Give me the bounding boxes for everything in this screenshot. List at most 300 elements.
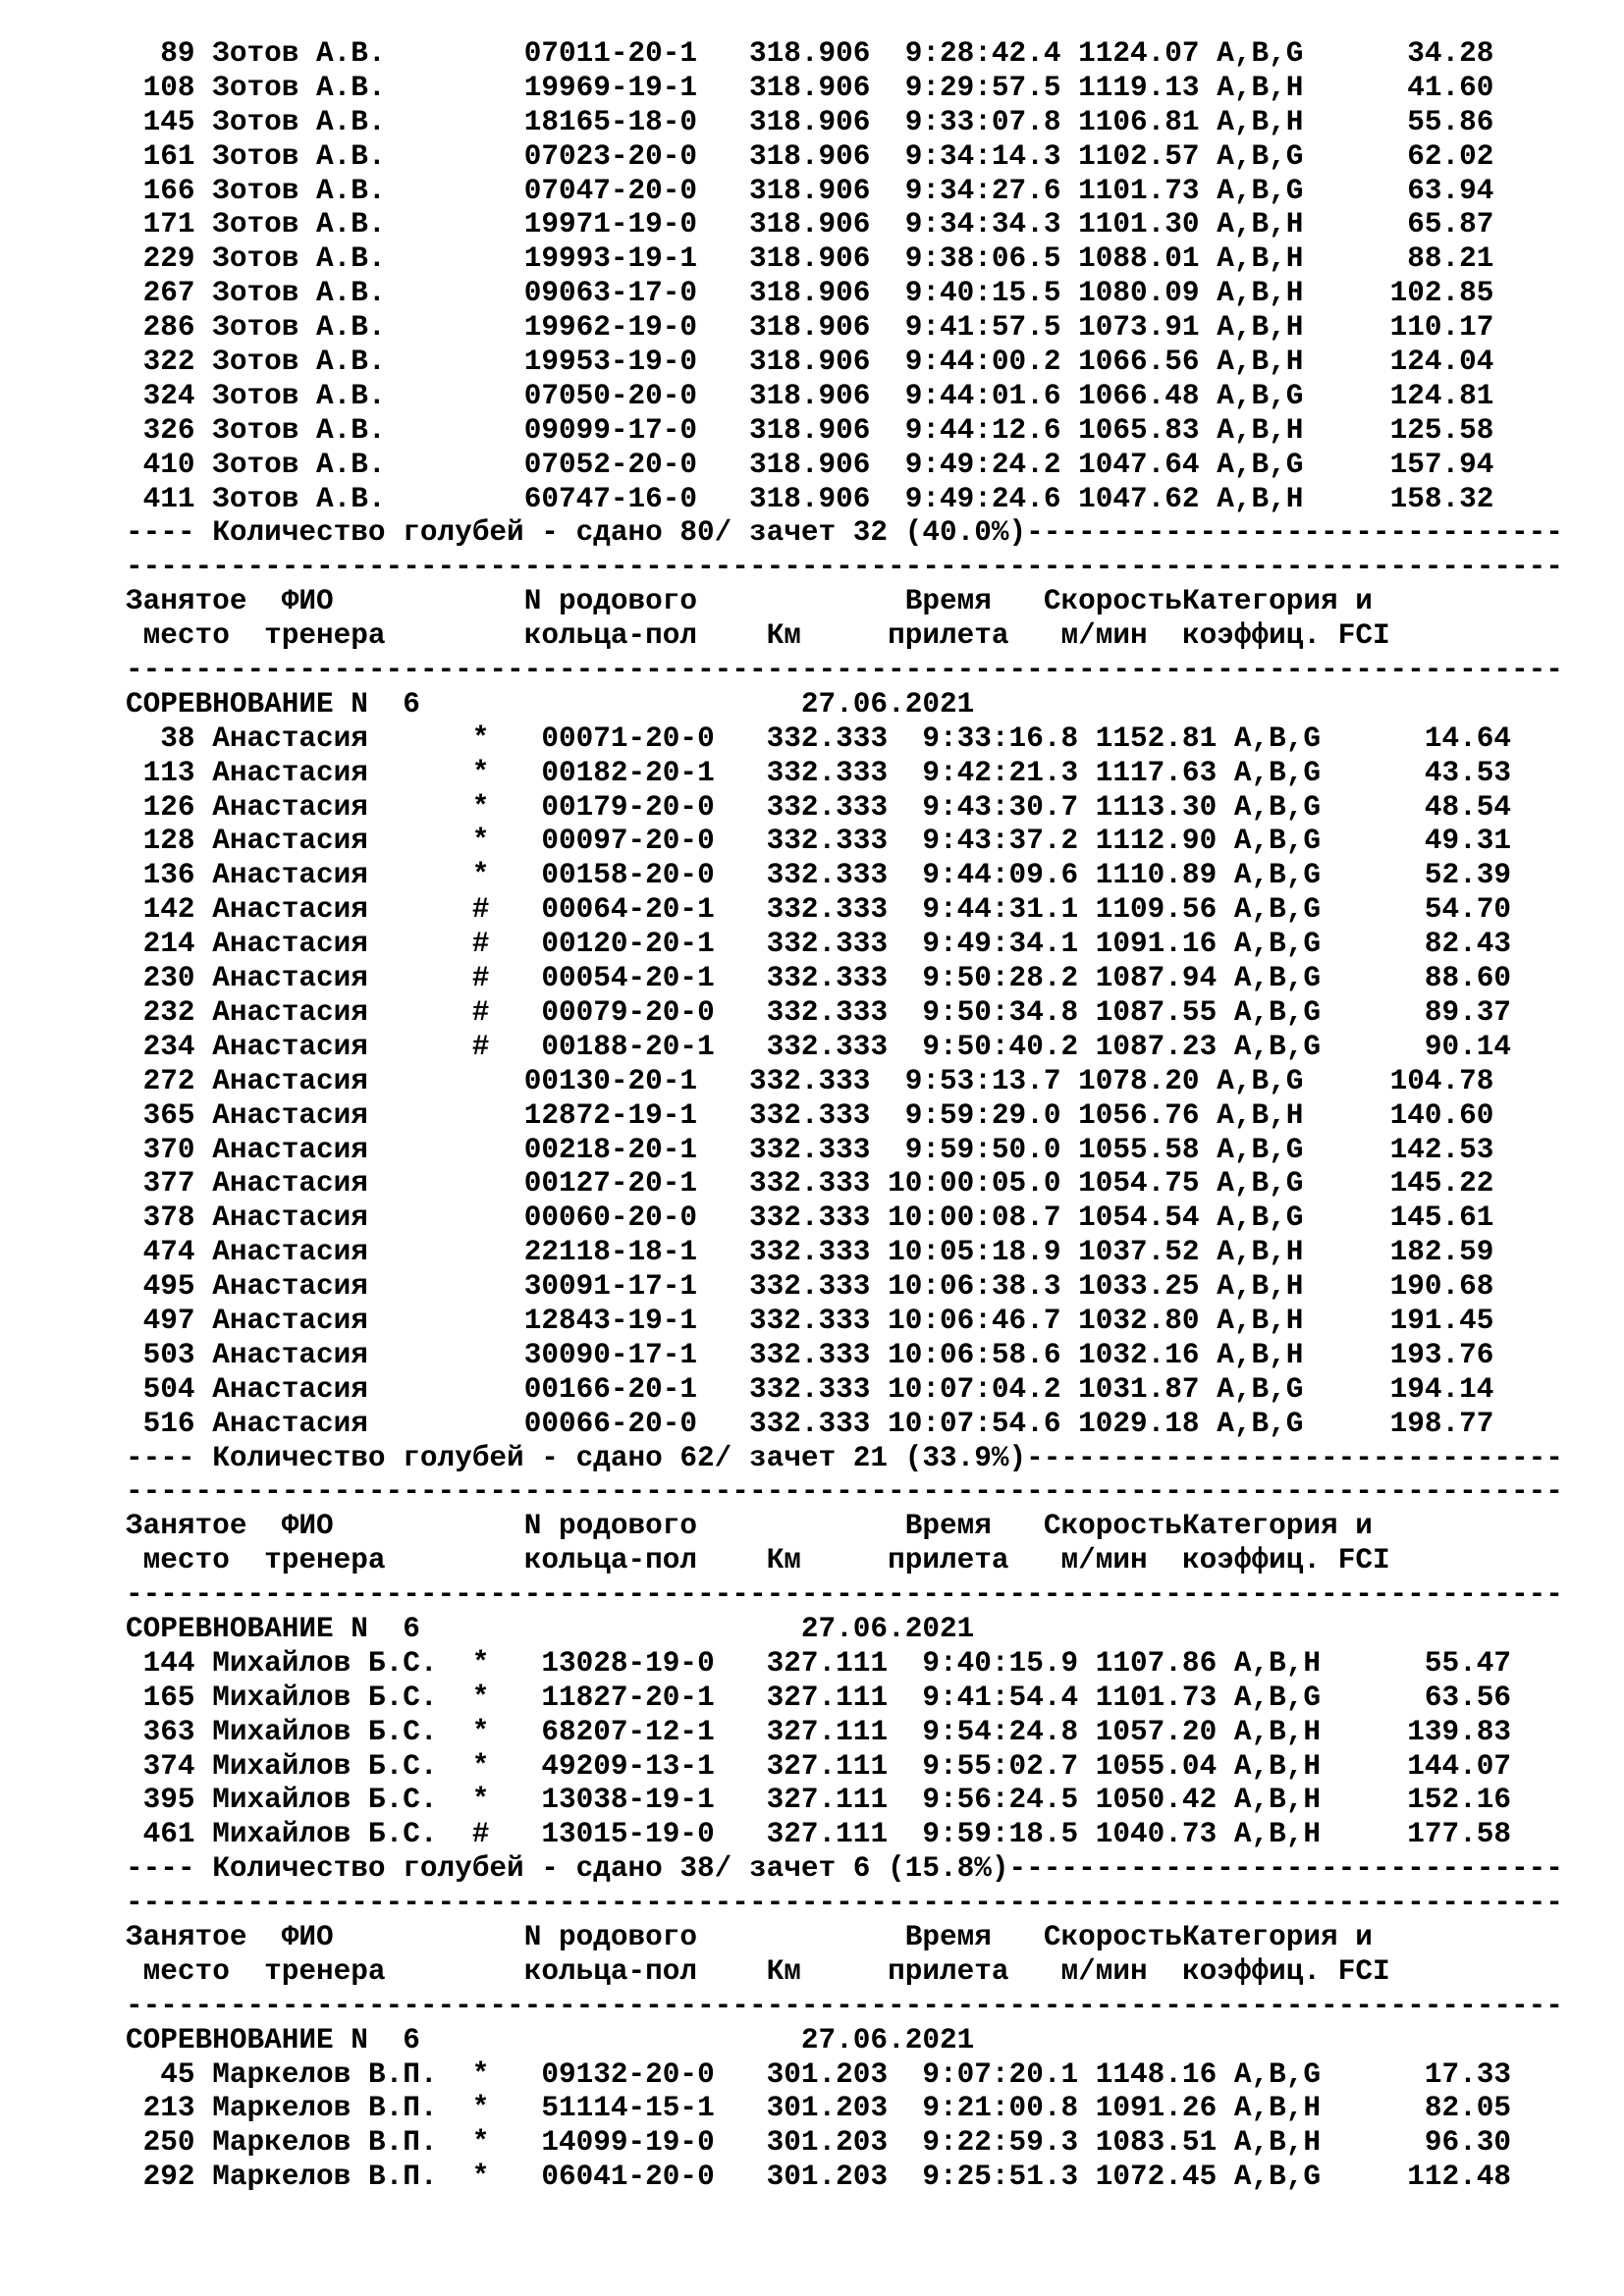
row-rank: 363: [126, 1715, 195, 1748]
result-row: [126, 962, 1563, 996]
column-header-line-1: [126, 1921, 1563, 1955]
row-category: A,B,H: [1233, 1646, 1322, 1680]
row-mark: *: [471, 859, 490, 892]
row-category: A,B,G: [1217, 448, 1304, 481]
row-fci: 54.70: [1321, 893, 1512, 927]
row-km: 318.906: [748, 448, 871, 481]
row-category: A,B,G: [1217, 379, 1304, 412]
row-time: 9:44:00.2: [888, 346, 1061, 379]
row-speed: 1102.57: [1078, 139, 1200, 173]
row-mark: *: [471, 756, 490, 789]
row-fci: 139.83: [1321, 1715, 1512, 1748]
summary-text: Количество голубей - сдано 80/ зачет 32 (40.0%): [212, 516, 1027, 550]
row-category: A,B,G: [1217, 174, 1304, 207]
header-speed: Скорость: [1043, 1920, 1182, 1953]
row-speed: 1117.63: [1095, 756, 1218, 789]
row-rank: 166: [126, 174, 195, 207]
header-speed: Скорость: [1043, 585, 1182, 618]
row-speed: 1110.89: [1095, 859, 1218, 892]
header-ring: N родового: [523, 585, 698, 618]
header-category: Категория и: [1181, 1920, 1373, 1953]
row-speed: 1032.16: [1078, 1338, 1200, 1371]
row-time: 9:59:18.5: [904, 1818, 1079, 1851]
column-header-line-1: [126, 585, 1563, 619]
row-category: A,B,G: [1233, 859, 1322, 892]
competition-header: [126, 2024, 1563, 2058]
row-time: 9:43:30.7: [904, 790, 1079, 824]
row-category: A,B,G: [1233, 928, 1322, 961]
column-header-line-2: [126, 1544, 1563, 1578]
row-trainer: Анастасия: [212, 893, 472, 927]
row-category: A,B,G: [1217, 1133, 1304, 1166]
row-fci: 62.02: [1303, 139, 1494, 173]
row-km: 327.111: [766, 1818, 889, 1851]
row-fci: 55.86: [1303, 105, 1494, 138]
header-speed: Скорость: [1043, 1510, 1182, 1543]
row-ring: 13028-19-0: [541, 1646, 715, 1680]
row-category: A,B,G: [1217, 139, 1304, 173]
header-rank: Занятое: [126, 1510, 247, 1543]
row-trainer: Михайлов Б.С.: [212, 1646, 472, 1680]
row-rank: 461: [126, 1818, 195, 1851]
competition-number: 6: [403, 2023, 420, 2056]
summary-dashes: --------------------------------: [1008, 1852, 1563, 1886]
row-category: A,B,G: [1233, 2057, 1322, 2091]
row-fci: 191.45: [1303, 1304, 1494, 1337]
result-row: [126, 2058, 1563, 2093]
row-fci: 102.85: [1303, 277, 1494, 310]
row-time: 9:33:07.8: [888, 105, 1061, 138]
row-km: 301.203: [766, 2161, 889, 2194]
row-speed: 1091.26: [1095, 2092, 1218, 2125]
row-rank: 326: [126, 413, 195, 447]
header-ring-2: кольца-пол: [523, 1954, 698, 1988]
row-km: 332.333: [748, 1338, 871, 1371]
result-row: [126, 1682, 1563, 1716]
row-km: 332.333: [766, 721, 889, 755]
row-fci: 52.39: [1321, 859, 1512, 892]
row-fci: 89.37: [1321, 995, 1512, 1029]
row-fci: 145.61: [1303, 1201, 1494, 1235]
header-ring: N родового: [523, 1510, 698, 1543]
row-time: 9:41:57.5: [888, 311, 1061, 345]
row-fci: 182.59: [1303, 1236, 1494, 1269]
row-rank: 474: [126, 1236, 195, 1269]
result-row: [126, 1716, 1563, 1750]
row-trainer: Анастасия: [212, 1304, 472, 1337]
row-category: A,B,H: [1217, 1098, 1304, 1132]
row-trainer: Михайлов Б.С.: [212, 1715, 472, 1748]
row-rank: 497: [126, 1304, 195, 1337]
row-rank: 286: [126, 311, 195, 345]
result-row: [126, 757, 1563, 791]
row-km: 301.203: [766, 2057, 889, 2091]
row-km: 332.333: [766, 790, 889, 824]
row-fci: 193.76: [1303, 1338, 1494, 1371]
row-ring: 09063-17-0: [523, 277, 698, 310]
row-ring: 09132-20-0: [541, 2057, 715, 2091]
row-fci: 17.33: [1321, 2057, 1512, 2091]
row-speed: 1065.83: [1078, 413, 1200, 447]
row-trainer: Анастасия: [212, 928, 472, 961]
row-ring: 00120-20-1: [541, 928, 715, 961]
result-row: [126, 277, 1563, 311]
result-row: [126, 380, 1563, 414]
row-category: A,B,H: [1217, 346, 1304, 379]
row-fci: 158.32: [1303, 482, 1494, 515]
row-fci: 144.07: [1321, 1749, 1512, 1783]
row-ring: 18165-18-0: [523, 105, 698, 138]
row-category: A,B,H: [1217, 482, 1304, 515]
row-category: A,B,G: [1233, 790, 1322, 824]
result-row: [126, 996, 1563, 1031]
row-mark: #: [471, 928, 490, 961]
row-km: 318.906: [748, 105, 871, 138]
row-ring: 30091-17-1: [523, 1270, 698, 1304]
header-category-2: коэффиц.: [1181, 1954, 1322, 1988]
row-rank: 128: [126, 825, 195, 858]
row-time: 10:05:18.9: [888, 1236, 1061, 1269]
header-speed-2: м/мин: [1060, 1954, 1148, 1988]
header-time: Время: [904, 1510, 992, 1543]
header-time: Время: [904, 1920, 992, 1953]
row-category: A,B,H: [1233, 2092, 1322, 2125]
row-trainer: Анастасия: [212, 756, 472, 789]
row-ring: 00064-20-1: [541, 893, 715, 927]
row-ring: 00097-20-0: [541, 825, 715, 858]
row-km: 318.906: [748, 346, 871, 379]
result-row: [126, 825, 1563, 859]
header-speed-2: м/мин: [1060, 619, 1148, 653]
row-fci: 140.60: [1303, 1098, 1494, 1132]
row-time: 9:44:01.6: [888, 379, 1061, 412]
row-km: 318.906: [748, 311, 871, 345]
row-speed: 1087.55: [1095, 995, 1218, 1029]
header-category-2: коэффиц.: [1181, 1544, 1322, 1577]
divider-dashes: -----------------------------------------------------------------------------------: [126, 1887, 1563, 1920]
row-fci: 177.58: [1321, 1818, 1512, 1851]
result-row: [126, 2126, 1563, 2161]
row-rank: 365: [126, 1098, 195, 1132]
summary-line: ---- Количество голубей - сдано 62/ зачет 21 (33.9%)-------------------------------: [126, 1441, 1563, 1474]
competition-number: 6: [403, 687, 420, 721]
header-ring-2: кольца-пол: [523, 1544, 698, 1577]
row-rank: 411: [126, 482, 195, 515]
row-rank: 38: [126, 721, 195, 755]
row-category: A,B,H: [1217, 71, 1304, 104]
result-row: [126, 483, 1563, 517]
result-row: [126, 893, 1563, 928]
row-time: 9:21:00.8: [904, 2092, 1079, 2125]
result-row: [126, 1305, 1563, 1339]
row-category: A,B,H: [1233, 2126, 1322, 2160]
results-document: [126, 37, 1563, 2195]
row-category: A,B,G: [1233, 2161, 1322, 2194]
row-mark: *: [471, 1749, 490, 1783]
row-rank: 229: [126, 242, 195, 276]
row-km: 318.906: [748, 208, 871, 241]
competition-date: 27.06.2021: [800, 1612, 975, 1645]
row-mark: #: [471, 962, 490, 995]
result-row: [126, 859, 1563, 893]
header-category-2: коэффиц.: [1181, 619, 1322, 653]
row-time: 9:25:51.3: [904, 2161, 1079, 2194]
row-km: 332.333: [748, 1304, 871, 1337]
row-fci: 63.94: [1303, 174, 1494, 207]
divider: [126, 1887, 1563, 1921]
header-category: Категория и: [1181, 585, 1373, 618]
row-trainer: Зотов А.В.: [212, 413, 472, 447]
divider: [126, 1578, 1563, 1613]
row-fci: 110.17: [1303, 311, 1494, 345]
row-fci: 112.48: [1321, 2161, 1512, 2194]
header-rank-2: место: [142, 619, 230, 653]
divider-dashes: -----------------------------------------------------------------------------------: [126, 1475, 1563, 1509]
row-speed: 1029.18: [1078, 1407, 1200, 1440]
row-speed: 1055.58: [1078, 1133, 1200, 1166]
row-time: 10:07:04.2: [888, 1372, 1061, 1406]
result-row: [126, 1784, 1563, 1818]
row-ring: 11827-20-1: [541, 1681, 715, 1714]
row-category: A,B,H: [1217, 1236, 1304, 1269]
row-trainer: Анастасия: [212, 859, 472, 892]
row-category: A,B,G: [1233, 825, 1322, 858]
row-km: 332.333: [766, 893, 889, 927]
row-trainer: Анастасия: [212, 1167, 472, 1201]
row-km: 332.333: [766, 928, 889, 961]
row-rank: 232: [126, 995, 195, 1029]
row-trainer: Анастасия: [212, 1030, 472, 1063]
row-ring: 68207-12-1: [541, 1715, 715, 1748]
row-speed: 1066.56: [1078, 346, 1200, 379]
row-time: 9:44:31.1: [904, 893, 1079, 927]
row-trainer: Михайлов Б.С.: [212, 1818, 472, 1851]
row-category: A,B,H: [1217, 208, 1304, 241]
divider: [126, 551, 1563, 585]
row-trainer: Михайлов Б.С.: [212, 1749, 472, 1783]
summary-dashes: -------------------------------: [1026, 516, 1563, 550]
row-time: 9:07:20.1: [904, 2057, 1079, 2091]
row-speed: 1101.30: [1078, 208, 1200, 241]
row-rank: 161: [126, 139, 195, 173]
row-ring: 07052-20-0: [523, 448, 698, 481]
row-ring: 00071-20-0: [541, 721, 715, 755]
result-row: [126, 1647, 1563, 1682]
row-ring: 00130-20-1: [523, 1064, 698, 1097]
result-row: [126, 1099, 1563, 1134]
header-speed-2: м/мин: [1060, 1544, 1148, 1577]
row-trainer: Анастасия: [212, 1236, 472, 1269]
row-trainer: Маркелов В.П.: [212, 2126, 472, 2160]
header-rank: Занятое: [126, 1920, 247, 1953]
row-speed: 1088.01: [1078, 242, 1200, 276]
row-trainer: Анастасия: [212, 962, 472, 995]
row-time: 9:50:40.2: [904, 1030, 1079, 1063]
result-row: [126, 37, 1563, 72]
row-fci: 198.77: [1303, 1407, 1494, 1440]
row-speed: 1037.52: [1078, 1236, 1200, 1269]
row-trainer: Анастасия: [212, 1407, 472, 1440]
row-time: 9:22:59.3: [904, 2126, 1079, 2160]
row-time: 10:06:38.3: [888, 1270, 1061, 1304]
divider: [126, 654, 1563, 688]
row-trainer: Михайлов Б.С.: [212, 1681, 472, 1714]
row-ring: 07050-20-0: [523, 379, 698, 412]
row-rank: 410: [126, 448, 195, 481]
row-rank: 171: [126, 208, 195, 241]
row-ring: 30090-17-1: [523, 1338, 698, 1371]
row-mark: *: [471, 1681, 490, 1714]
header-name-2: тренера: [264, 619, 386, 653]
row-speed: 1072.45: [1095, 2161, 1218, 2194]
row-trainer: Зотов А.В.: [212, 139, 472, 173]
row-speed: 1073.91: [1078, 311, 1200, 345]
row-trainer: Зотов А.В.: [212, 208, 472, 241]
row-trainer: Анастасия: [212, 1270, 472, 1304]
row-time: 9:34:14.3: [888, 139, 1061, 173]
row-rank: 267: [126, 277, 195, 310]
row-fci: 34.28: [1303, 37, 1494, 70]
header-rank: Занятое: [126, 585, 247, 618]
row-mark: *: [471, 1784, 490, 1817]
row-time: 9:50:34.8: [904, 995, 1079, 1029]
row-ring: 00182-20-1: [541, 756, 715, 789]
row-speed: 1078.20: [1078, 1064, 1200, 1097]
row-fci: 55.47: [1321, 1646, 1512, 1680]
row-time: 9:34:34.3: [888, 208, 1061, 241]
row-speed: 1091.16: [1095, 928, 1218, 961]
row-km: 327.111: [766, 1715, 889, 1748]
row-time: 10:00:08.7: [888, 1201, 1061, 1235]
row-km: 318.906: [748, 482, 871, 515]
row-speed: 1087.23: [1095, 1030, 1218, 1063]
competition-label: СОРЕВНОВАНИЕ N: [126, 687, 368, 721]
row-time: 9:33:16.8: [904, 721, 1079, 755]
row-mark: *: [471, 2057, 490, 2091]
result-row: [126, 414, 1563, 449]
row-time: 9:49:34.1: [904, 928, 1079, 961]
row-ring: 00158-20-0: [541, 859, 715, 892]
row-rank: 89: [126, 37, 195, 70]
row-ring: 00166-20-1: [523, 1372, 698, 1406]
result-row: [126, 1167, 1563, 1201]
row-fci: 49.31: [1321, 825, 1512, 858]
header-fci: FCI: [1337, 1544, 1390, 1577]
row-rank: 370: [126, 1133, 195, 1166]
row-rank: 45: [126, 2057, 195, 2091]
summary-line: ---- Количество голубей - сдано 38/ зачет 6 (15.8%)--------------------------------: [126, 1852, 1563, 1886]
header-name: ФИО: [281, 585, 334, 618]
row-category: A,B,G: [1233, 721, 1322, 755]
result-row: [126, 1031, 1563, 1065]
competition-number: 6: [403, 1612, 420, 1645]
row-trainer: Анастасия: [212, 1098, 472, 1132]
row-speed: 1066.48: [1078, 379, 1200, 412]
row-ring: 00188-20-1: [541, 1030, 715, 1063]
result-row: [126, 791, 1563, 826]
divider-dashes: -----------------------------------------------------------------------------------: [126, 1989, 1563, 2022]
row-rank: 272: [126, 1064, 195, 1097]
row-trainer: Анастасия: [212, 995, 472, 1029]
row-fci: 82.43: [1321, 928, 1512, 961]
row-category: A,B,H: [1233, 1749, 1322, 1783]
result-row: [126, 311, 1563, 346]
row-ring: 19971-19-0: [523, 208, 698, 241]
result-row: [126, 1373, 1563, 1408]
row-time: 10:06:46.7: [888, 1304, 1061, 1337]
row-fci: 145.22: [1303, 1167, 1494, 1201]
row-speed: 1032.80: [1078, 1304, 1200, 1337]
header-fci: FCI: [1337, 619, 1390, 653]
column-header-line-2: [126, 1955, 1563, 1990]
row-rank: 378: [126, 1201, 195, 1235]
row-speed: 1152.81: [1095, 721, 1218, 755]
header-category: Категория и: [1181, 1510, 1373, 1543]
row-rank: 113: [126, 756, 195, 789]
row-ring: 00066-20-0: [523, 1407, 698, 1440]
summary-dashes: -------------------------------: [1026, 1441, 1563, 1474]
row-km: 332.333: [748, 1133, 871, 1166]
row-km: 332.333: [748, 1098, 871, 1132]
row-rank: 374: [126, 1749, 195, 1783]
header-km: Км: [766, 619, 801, 653]
row-km: 318.906: [748, 37, 871, 70]
result-row: [126, 72, 1563, 106]
row-category: A,B,H: [1217, 1270, 1304, 1304]
row-speed: 1113.30: [1095, 790, 1218, 824]
competition-header: [126, 688, 1563, 722]
row-speed: 1050.42: [1095, 1784, 1218, 1817]
row-fci: 63.56: [1321, 1681, 1512, 1714]
row-fci: 157.94: [1303, 448, 1494, 481]
row-fci: 125.58: [1303, 413, 1494, 447]
row-mark: #: [471, 995, 490, 1029]
row-mark: *: [471, 721, 490, 755]
row-trainer: Анастасия: [212, 1201, 472, 1235]
row-rank: 126: [126, 790, 195, 824]
row-ring: 19962-19-0: [523, 311, 698, 345]
row-category: A,B,G: [1233, 1681, 1322, 1714]
row-ring: 13015-19-0: [541, 1818, 715, 1851]
row-category: A,B,H: [1217, 277, 1304, 310]
result-row: [126, 2161, 1563, 2195]
result-row: [126, 1270, 1563, 1305]
row-time: 9:54:24.8: [904, 1715, 1079, 1748]
row-trainer: Анастасия: [212, 1133, 472, 1166]
row-rank: 250: [126, 2126, 195, 2160]
row-fci: 190.68: [1303, 1270, 1494, 1304]
competition-date: 27.06.2021: [800, 2023, 975, 2056]
row-time: 9:29:57.5: [888, 71, 1061, 104]
row-ring: 07023-20-0: [523, 139, 698, 173]
header-time-2: прилета: [888, 1544, 1009, 1577]
row-km: 332.333: [766, 756, 889, 789]
row-trainer: Анастасия: [212, 1338, 472, 1371]
row-trainer: Зотов А.В.: [212, 379, 472, 412]
row-fci: 90.14: [1321, 1030, 1512, 1063]
row-trainer: Анастасия: [212, 721, 472, 755]
column-header-line-1: [126, 1510, 1563, 1544]
row-category: A,B,G: [1217, 1064, 1304, 1097]
row-speed: 1047.64: [1078, 448, 1200, 481]
row-speed: 1054.54: [1078, 1201, 1200, 1235]
row-time: 9:40:15.5: [888, 277, 1061, 310]
row-category: A,B,G: [1217, 1167, 1304, 1201]
row-km: 332.333: [766, 962, 889, 995]
row-km: 327.111: [766, 1784, 889, 1817]
row-speed: 1033.25: [1078, 1270, 1200, 1304]
row-speed: 1101.73: [1078, 174, 1200, 207]
